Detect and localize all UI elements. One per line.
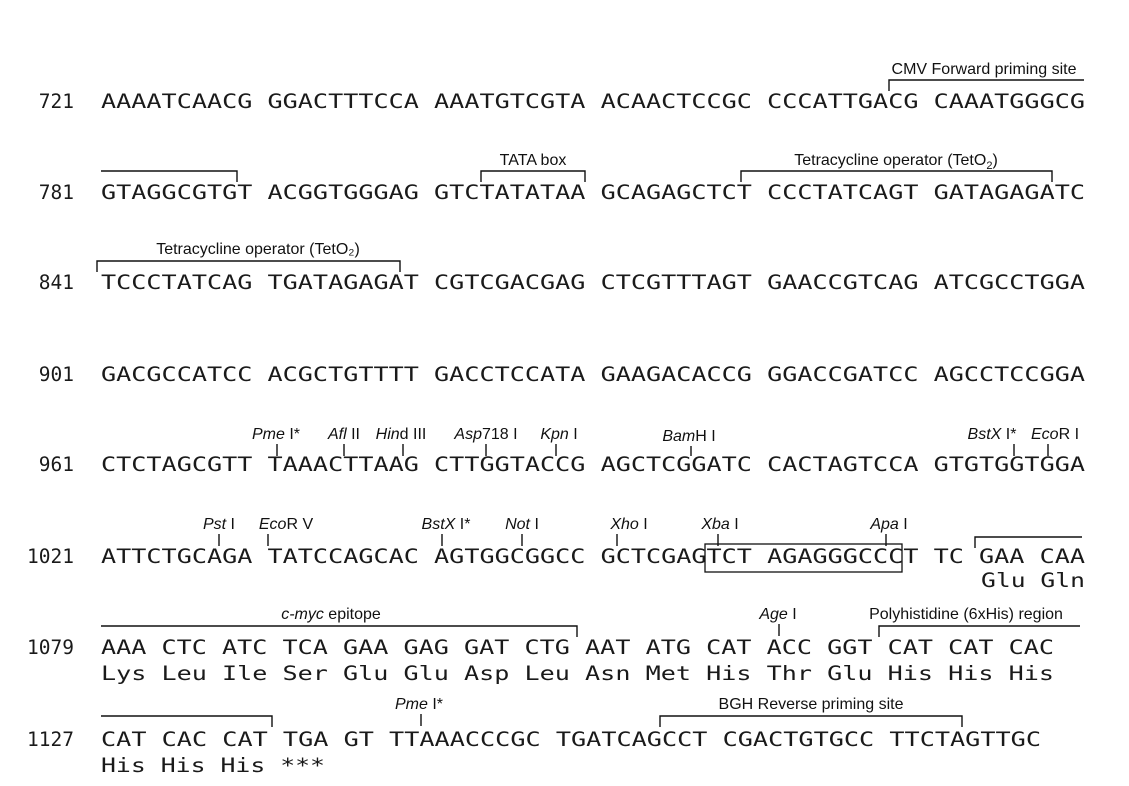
sequence-line-721: AAAATCAACG GGACTTTCCA AAATGTCGTA ACAACTCCGC CCCATTGACG CAAATGGGCG — [101, 90, 1085, 113]
line-number-1021: 1021 — [27, 545, 74, 568]
enzyme-hind-iii: Hind III — [375, 426, 427, 443]
enzyme-asp718-i: Asp718 I — [454, 426, 518, 443]
bgh-reverse-priming-bracket — [660, 716, 962, 727]
line-number-961: 961 — [38, 453, 74, 476]
teto2-label-2: Tetracycline operator (TetO₂) — [156, 241, 360, 258]
tata-box-label: TATA box — [499, 152, 567, 169]
sequence-line-781: GTAGGCGTGT ACGGTGGGAG GTCTATATAA GCAGAGCTCT CCCTATCAGT GATAGAGATC — [101, 181, 1085, 204]
amino-acid-line-1127: His His His *** — [101, 754, 325, 777]
enzyme-pme-i: Pme I* — [251, 426, 301, 443]
enzyme-xba-i: Xba I — [701, 516, 739, 533]
sequence-line-1079: AAA CTC ATC TCA GAA GAG GAT CTG AAT ATG CAT ACC GGT CAT CAT CAC — [101, 636, 1054, 659]
c-myc-epitope-label: c-myc epitope — [281, 606, 381, 623]
enzyme-ecor-v: EcoR V — [258, 516, 314, 533]
sequence-line-1021: ATTCTGCAGA TATCCAGCAC AGTGGCGGCC GCTCGAGTCT AGAGGGCCCT TC GAA CAA — [101, 545, 1086, 568]
enzyme-afl-ii: Afl II — [327, 426, 361, 443]
line-number-1079: 1079 — [27, 636, 74, 659]
line-number-841: 841 — [38, 271, 74, 294]
teto2-label-1: Tetracycline operator (TetO$_2$) — [794, 152, 998, 172]
line-number-901: 901 — [38, 363, 74, 386]
amino-acid-line-1021: Glu Gln — [981, 569, 1085, 592]
enzyme-pme-i-2: Pme I* — [394, 696, 444, 713]
enzyme-kpn-i: Kpn I — [540, 426, 578, 443]
line-number-781: 781 — [38, 181, 74, 204]
bgh-reverse-priming-label: BGH Reverse priming site — [718, 696, 904, 713]
enzyme-ecor-i: EcoR I — [1030, 426, 1080, 443]
enzyme-pst-i: Pst I — [202, 516, 236, 533]
sequence-line-901: GACGCCATCC ACGCTGTTTT GACCTCCATA GAAGACACCG GGACCGATCC AGCCTCCGGA — [101, 363, 1086, 386]
enzyme-apa-i: Apa I — [870, 516, 908, 533]
amino-acid-line-1079: Lys Leu Ile Ser Glu Glu Asp Leu Asn Met His Thr Glu His His His — [101, 662, 1054, 685]
line-number-1127: 1127 — [27, 728, 74, 751]
line-number-721: 721 — [38, 90, 74, 113]
enzyme-bstx-i: BstX I* — [967, 426, 1017, 443]
enzyme-age-i: Age I — [759, 606, 797, 623]
enzyme-xho-i: Xho I — [610, 516, 648, 533]
polyhistidine-bracket-cont — [101, 716, 272, 727]
polyhistidine-label: Polyhistidine (6xHis) region — [869, 606, 1063, 623]
cmv-forward-priming-label: CMV Forward priming site — [891, 61, 1077, 78]
enzyme-bstx-i-2: BstX I* — [421, 516, 471, 533]
sequence-line-961: CTCTAGCGTT TAAACTTAAG CTTGGTACCG AGCTCGGATC CACTAGTCCA GTGTGGTGGA — [101, 453, 1086, 476]
sequence-line-1127: CAT CAC CAT TGA GT TTAAACCCGC TGATCAGCCT CGACTGTGCC TTCTAGTTGC — [101, 728, 1041, 751]
enzyme-not-i: Not I — [505, 516, 539, 533]
enzyme-bamh-i: BamH I — [662, 428, 716, 445]
sequence-line-841: TCCCTATCAG TGATAGAGAT CGTCGACGAG CTCGTTTAGT GAACCGTCAG ATCGCCTGGA — [101, 271, 1086, 294]
